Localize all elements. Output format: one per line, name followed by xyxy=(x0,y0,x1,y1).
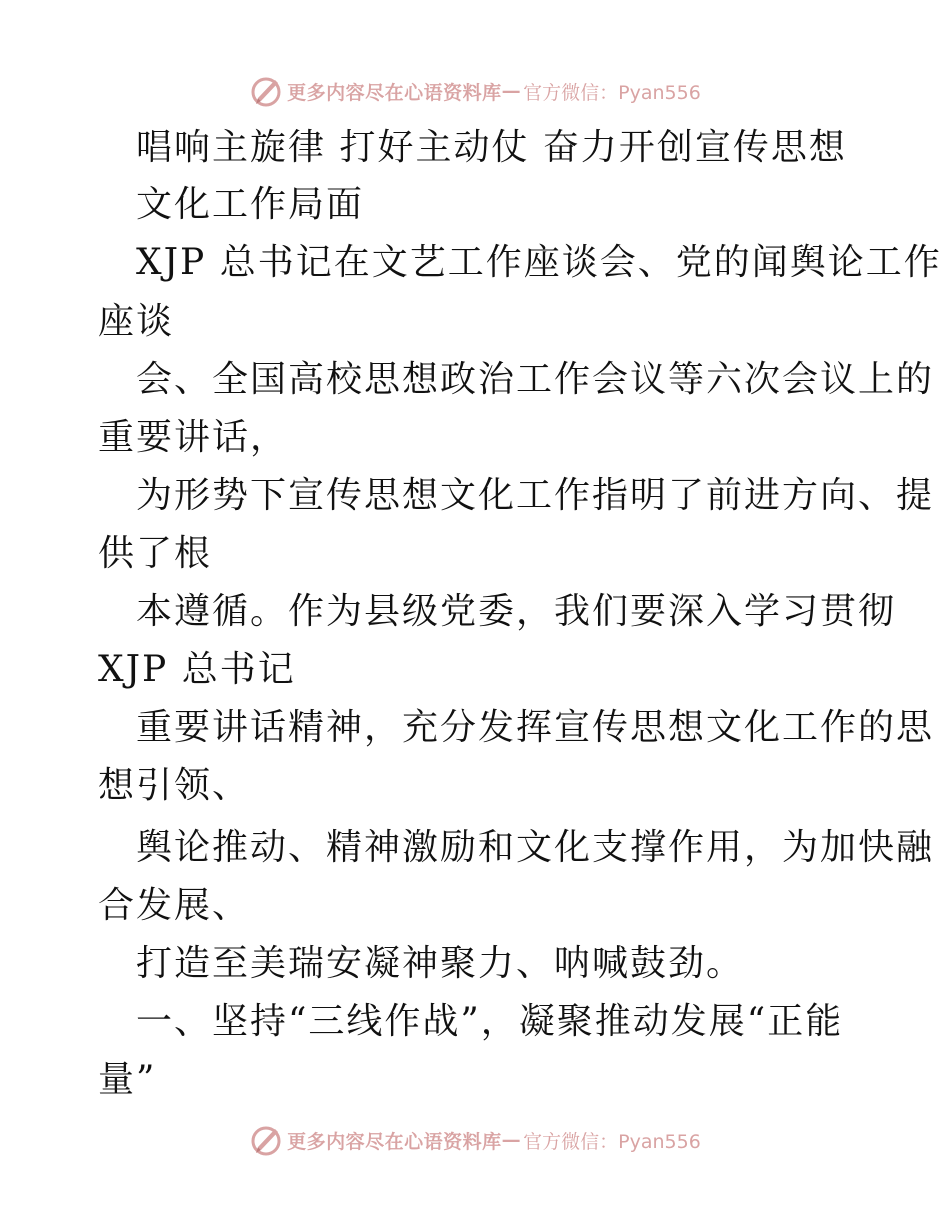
text-line: 会、全国高校思想政治工作会议等六次会议上的 xyxy=(136,359,935,400)
text-line: XJP 总书记在文艺工作座谈会、党的闻舆论工作 xyxy=(136,242,942,283)
text-line: 本遵循。作为县级党委，我们要深入学习贯彻 xyxy=(136,591,897,632)
watermark-text: 更多内容尽在心语资料库 xyxy=(287,81,502,104)
text-line: 座谈 xyxy=(98,301,175,342)
watermark-footer xyxy=(0,1120,950,1160)
pen-logo-icon xyxy=(249,1123,283,1157)
text-line: 打造至美瑞安凝神聚力、呐喊鼓劲。 xyxy=(136,943,745,984)
text-line: 重要讲话精神，充分发挥宣传思想文化工作的思 xyxy=(136,707,935,748)
watermark-text: 更多内容尽在心语资料库 xyxy=(287,1130,502,1153)
watermark-contact: 官方微信：Pyan556 xyxy=(523,1130,701,1153)
text-line: 舆论推动、精神激励和文化支撑作用，为加快融 xyxy=(136,827,935,868)
text-line: 唱响主旋律 打好主动仗 奋力开创宣传思想 xyxy=(136,127,847,168)
pen-logo-icon xyxy=(249,74,283,108)
text-line: 文化工作局面 xyxy=(136,184,365,225)
text-line: 一、坚持“三线作战”，凝聚推动发展“正能 xyxy=(136,1001,844,1042)
text-line: 重要讲话， xyxy=(98,417,289,458)
text-line: 量” xyxy=(98,1059,157,1100)
text-line: XJP 总书记 xyxy=(98,649,296,690)
watermark-separator: — xyxy=(501,80,522,102)
watermark-header xyxy=(0,71,950,111)
text-line: 合发展、 xyxy=(98,885,251,926)
text-line: 想引领、 xyxy=(98,765,251,806)
text-line: 供了根 xyxy=(98,533,213,574)
text-line: 为形势下宣传思想文化工作指明了前进方向、提 xyxy=(136,475,935,516)
watermark-contact: 官方微信：Pyan556 xyxy=(523,81,701,104)
watermark-separator: — xyxy=(501,1129,522,1151)
